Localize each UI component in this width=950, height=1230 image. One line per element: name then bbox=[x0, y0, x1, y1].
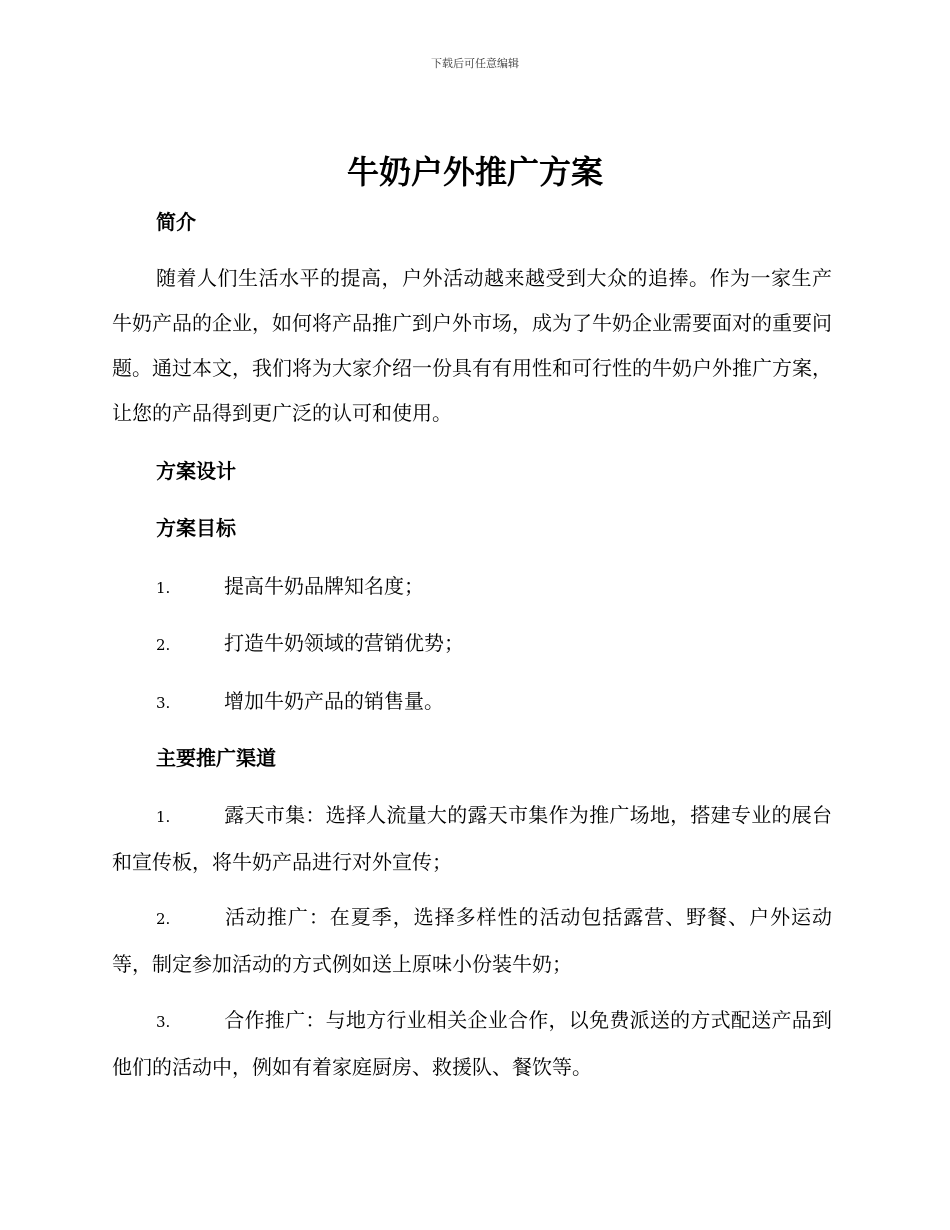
channel-item bbox=[112, 895, 832, 987]
page-header: 下载后可任意编辑 bbox=[431, 57, 519, 70]
goal-item bbox=[112, 564, 832, 611]
goal-item bbox=[112, 621, 832, 668]
list-number: 2. bbox=[156, 636, 171, 654]
section-heading-intro: 简介 bbox=[156, 210, 196, 234]
section-heading-goals: 方案目标 bbox=[156, 516, 236, 540]
list-text: 打造牛奶领域的营销优势； bbox=[224, 631, 464, 655]
section-heading-design: 方案设计 bbox=[156, 459, 236, 483]
list-text: 活动推广：在夏季，选择多样性的活动包括露营、野餐、户外运动等，制定参加活动的方式例如送上原味小份装牛奶； bbox=[112, 905, 832, 976]
list-text: 提高牛奶品牌知名度； bbox=[224, 574, 424, 598]
list-number: 3. bbox=[156, 694, 171, 712]
list-number: 1. bbox=[156, 808, 171, 826]
channel-item bbox=[112, 793, 832, 885]
list-text: 合作推广：与地方行业相关企业合作，以免费派送的方式配送产品到他们的活动中，例如有着家庭厨房、救援队、餐饮等。 bbox=[112, 1008, 832, 1079]
list-text: 露天市集：选择人流量大的露天市集作为推广场地，搭建专业的展台和宣传板，将牛奶产品进行对外宣传； bbox=[112, 803, 832, 874]
list-number: 3. bbox=[156, 1013, 171, 1031]
list-number: 2. bbox=[156, 910, 171, 928]
intro-paragraph: 随着人们生活水平的提高，户外活动越来越受到大众的追捧。作为一家生产牛奶产品的企业，如何将产品推广到户外市场，成为了牛奶企业需要面对的重要问题。通过本文，我们将为大家介绍一份具有有用性和可行性的牛奶户外推广方案，让您的产品得到更广泛的认可和使用。 bbox=[112, 266, 832, 425]
channel-item bbox=[112, 998, 832, 1090]
list-text: 增加牛奶产品的销售量。 bbox=[224, 689, 444, 713]
document-title: 牛奶户外推广方案 bbox=[346, 153, 603, 191]
list-number: 1. bbox=[156, 579, 171, 597]
goal-item bbox=[112, 679, 832, 726]
section-heading-channels: 主要推广渠道 bbox=[156, 746, 276, 770]
